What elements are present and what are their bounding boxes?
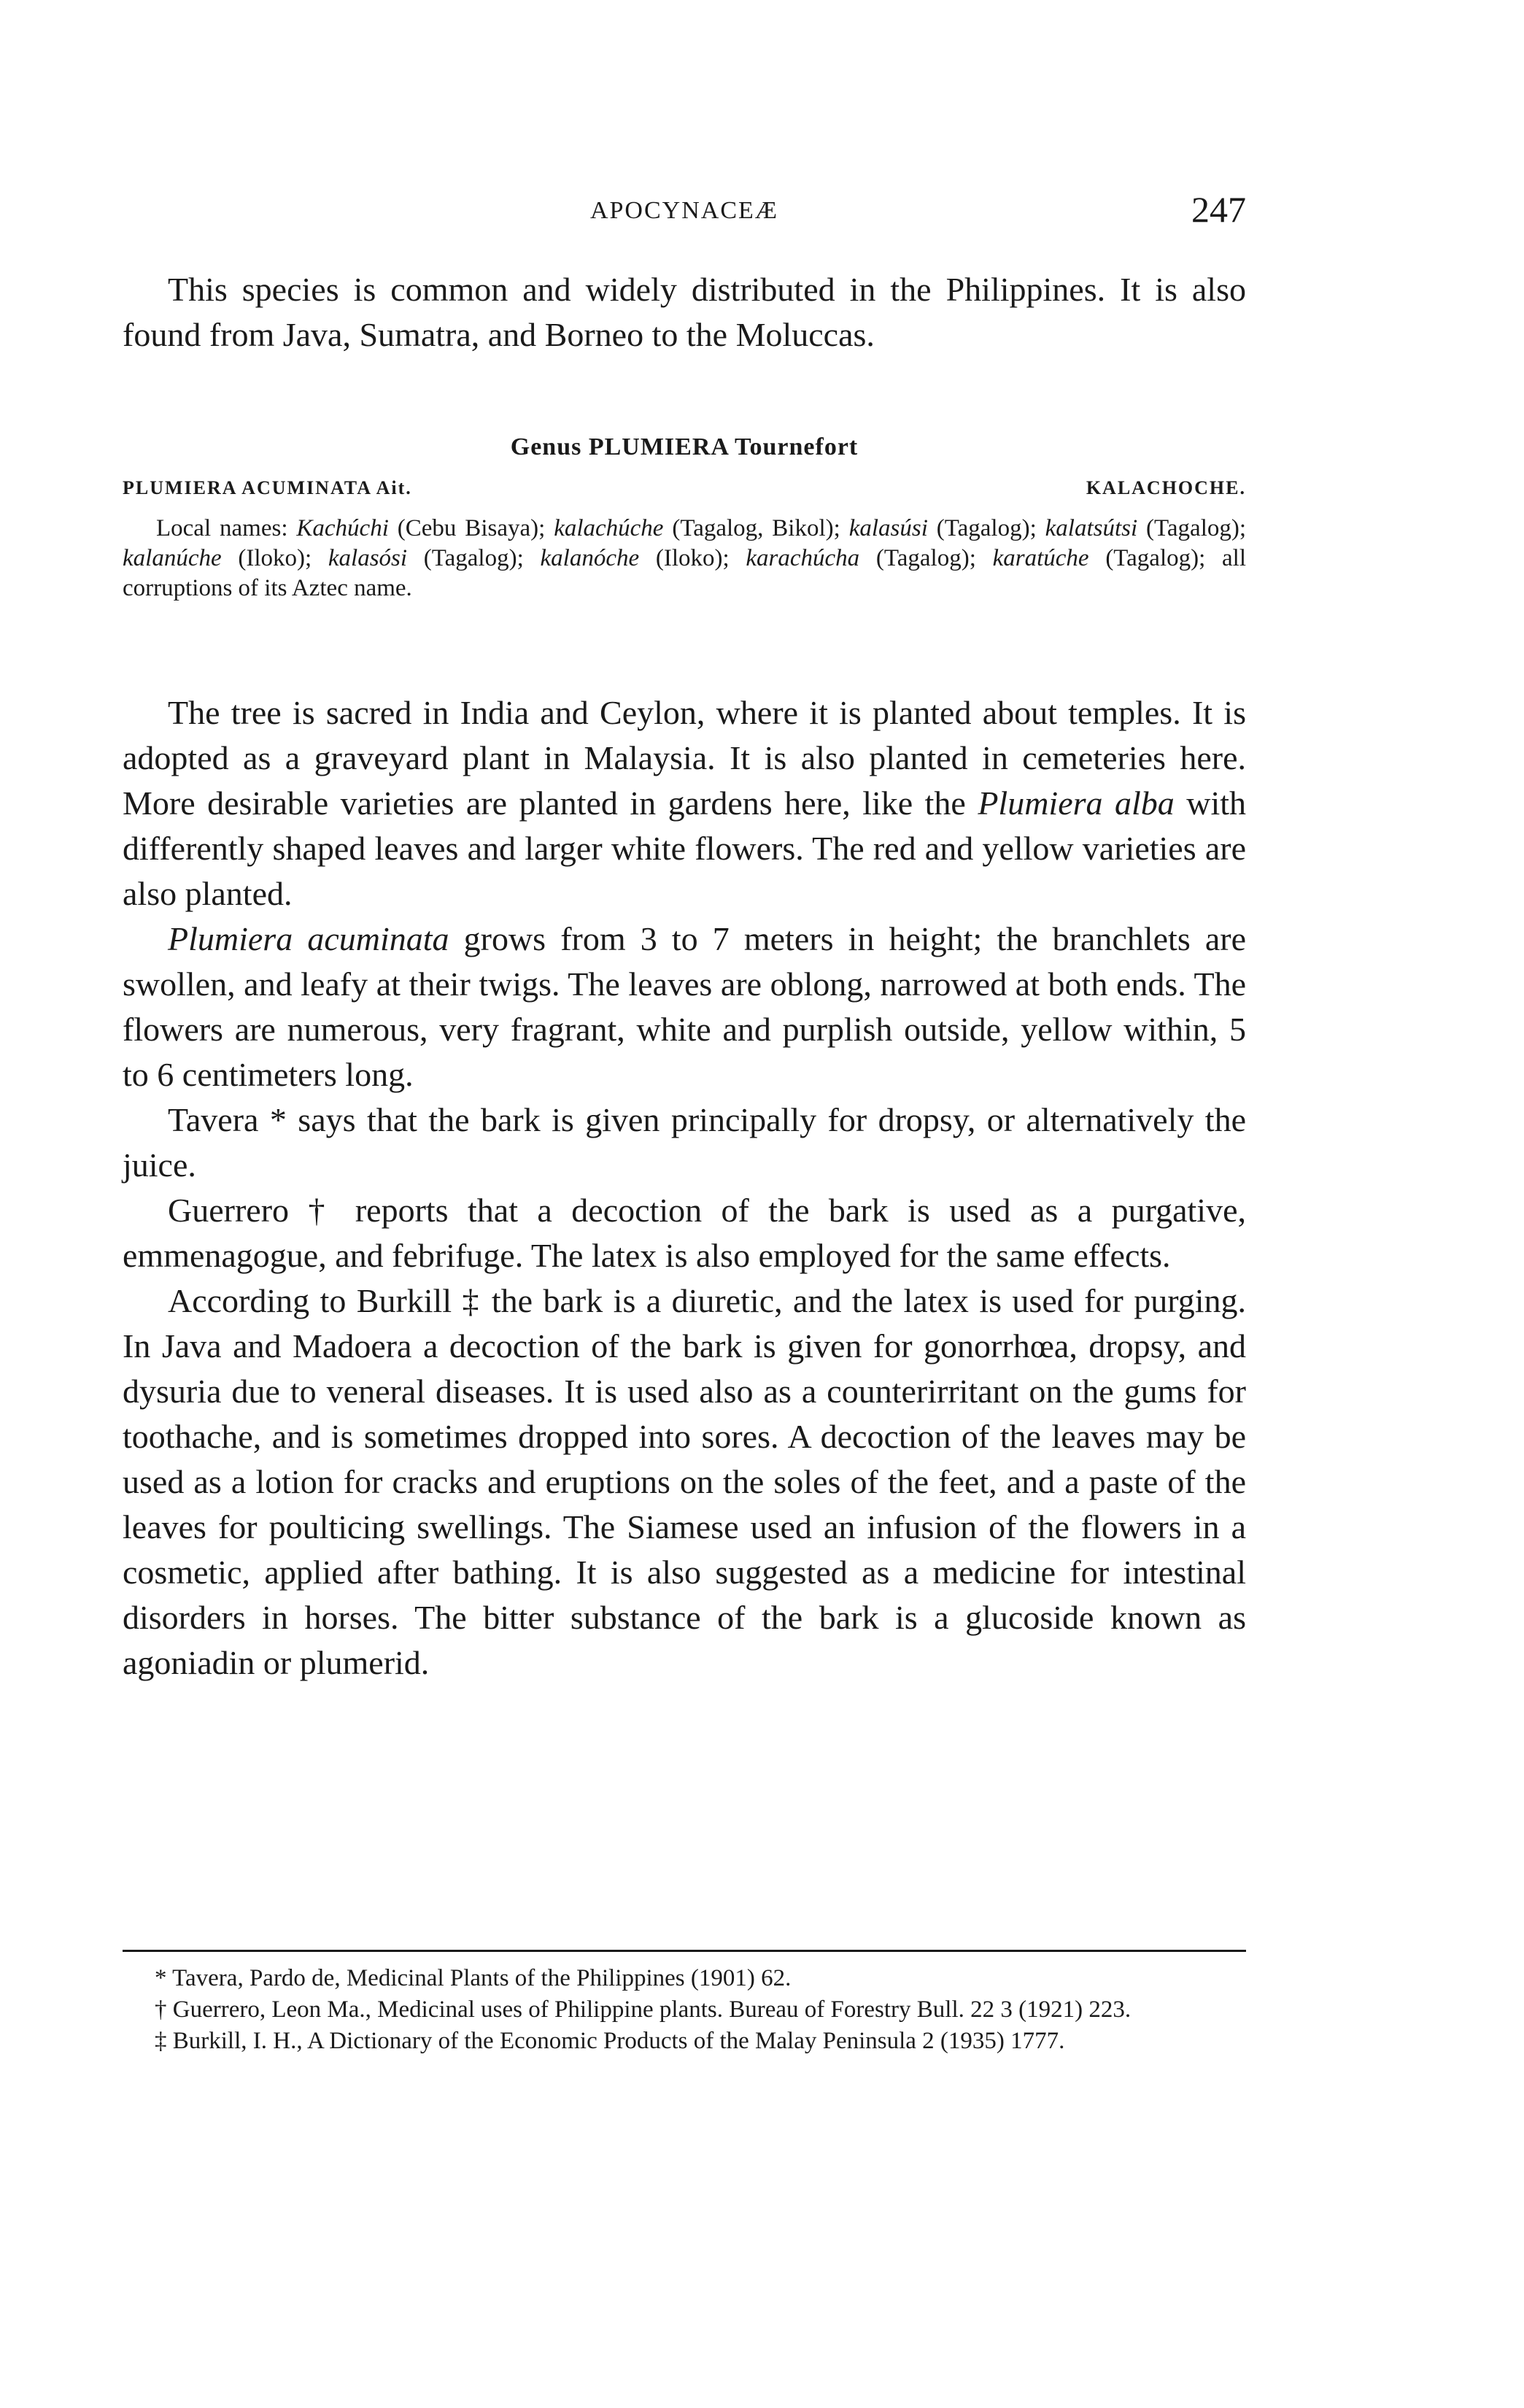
page-header [123, 188, 1246, 239]
text-run: (Iloko); [221, 545, 328, 571]
text-run: with differently shaped leaves and larger white flowers. The red and yellow varieties are also planted. [123, 784, 1247, 912]
text-run: (Tagalog); [859, 545, 993, 571]
main-text [123, 690, 1246, 1686]
italic-text: kalasósi [328, 545, 408, 571]
paragraph-tavera [123, 1097, 1246, 1188]
footnote-tavera: * Tavera, Pardo de, Medicinal Plants of the Philippines (1901) 62. [155, 1965, 792, 1991]
paragraph-runs [123, 1101, 1246, 1184]
text-run: Local names: [156, 515, 297, 541]
text-run: (Tagalog); [927, 515, 1045, 541]
text-run: According to Burkill ‡ the bark is a diuretic, and the latex is used for purging. In Java and Madoera a decoction of the bark is given for gonorrhœa, dropsy, and dysuria due to veneral diseases. It is used also as a counterirritant on the gums for toothache, and is sometimes dropped into sores. A decoction of the leaves may be used as a lotion for cracks and eruptions on the soles of the feet, and a paste of the leaves for poulticing swellings. The Siamese used an infusion of the flowers in a cosmetic, applied after bathing. It is also suggested as a medicine for intestinal disorders in horses. The bitter substance of the bark is a glucoside known as agoniadin or plumerid. [123, 1282, 1246, 1681]
italic-text: karachúcha [746, 545, 860, 571]
italic-text: kalanúche [123, 545, 222, 571]
paragraph-tree-description [123, 690, 1246, 916]
text-run: Tavera * says that the bark is given principally for dropsy, or alternatively the juice. [123, 1101, 1246, 1184]
text-run: (Tagalog, Bikol); [663, 515, 849, 541]
italic-text: kalatsútsi [1045, 515, 1138, 541]
intro-paragraph: This species is common and widely distributed in the Philippines. It is also found from Java, Sumatra, and Borneo to the Moluccas. [123, 271, 1246, 353]
genus-section [123, 433, 1246, 603]
footnote-guerrero: † Guerrero, Leon Ma., Medicinal uses of Philippine plants. Bureau of Forestry Bull. 22 3 (1921) 223. [155, 1996, 1132, 2023]
text-run: grows from 3 to 7 meters in height; the branchlets are swollen, and leafy at their twigs. The leaves are oblong, narrowed at both ends. The flowers are numerous, very fragrant, white and purplish outside, yellow within, 5 to 6 centimeters long. [123, 920, 1246, 1093]
italic-text: kalanóche [540, 545, 640, 571]
text-run: (Tagalog); all corruptions of its Aztec name. [123, 545, 1246, 601]
paragraph-guerrero [123, 1188, 1246, 1278]
italic-text: Kachúchi [296, 515, 389, 541]
paragraph-runs [123, 694, 1246, 912]
paragraph-plant-form [123, 916, 1246, 1097]
text-run: (Tagalog); [1137, 515, 1247, 541]
paragraph-runs [123, 920, 1246, 1093]
paragraph-burkill [123, 1278, 1246, 1686]
local-names [123, 514, 1246, 603]
text-run: Guerrero † reports that a decoction of the bark is used as a purgative, emmenagogue, and febrifuge. The latex is also employed for the same effects. [123, 1192, 1246, 1274]
italic-text: karatúche [992, 545, 1089, 571]
text-run: The tree is sacred in India and Ceylon, where it is planted about temples. It is adopted as a graveyard plant in Malaysia. It is also planted in cemeteries here. More desirable varieties are planted in gardens here, like the [123, 694, 1246, 822]
footnote-rule [123, 1950, 1246, 1952]
text-run: (Iloko); [639, 545, 746, 571]
italic-text: Plumiera alba [978, 784, 1175, 822]
footnote-burkill: ‡ Burkill, I. H., A Dictionary of the Economic Products of the Malay Peninsula 2 (1935) 1777. [155, 2028, 1065, 2054]
paragraph-runs [123, 1282, 1246, 1681]
italic-text: kalasúsi [848, 515, 928, 541]
species-line [123, 477, 1246, 499]
footnotes [123, 1963, 1246, 2057]
paragraph-runs [123, 1192, 1246, 1274]
intro-section [123, 267, 1246, 358]
local-names-run [123, 515, 1246, 601]
running-head: APOCYNACEÆ [589, 197, 779, 224]
genus-heading: Genus PLUMIERA Tournefort [510, 433, 859, 460]
italic-text: Plumiera acuminata [168, 920, 449, 957]
page-number: 247 [1191, 189, 1246, 230]
species-common-name: KALACHOCHE. [1086, 477, 1246, 498]
text-run: (Cebu Bisaya); [388, 515, 554, 541]
italic-text: kalachúche [554, 515, 664, 541]
species-name: PLUMIERA ACUMINATA Ait. [123, 477, 412, 498]
text-run: (Tagalog); [407, 545, 541, 571]
